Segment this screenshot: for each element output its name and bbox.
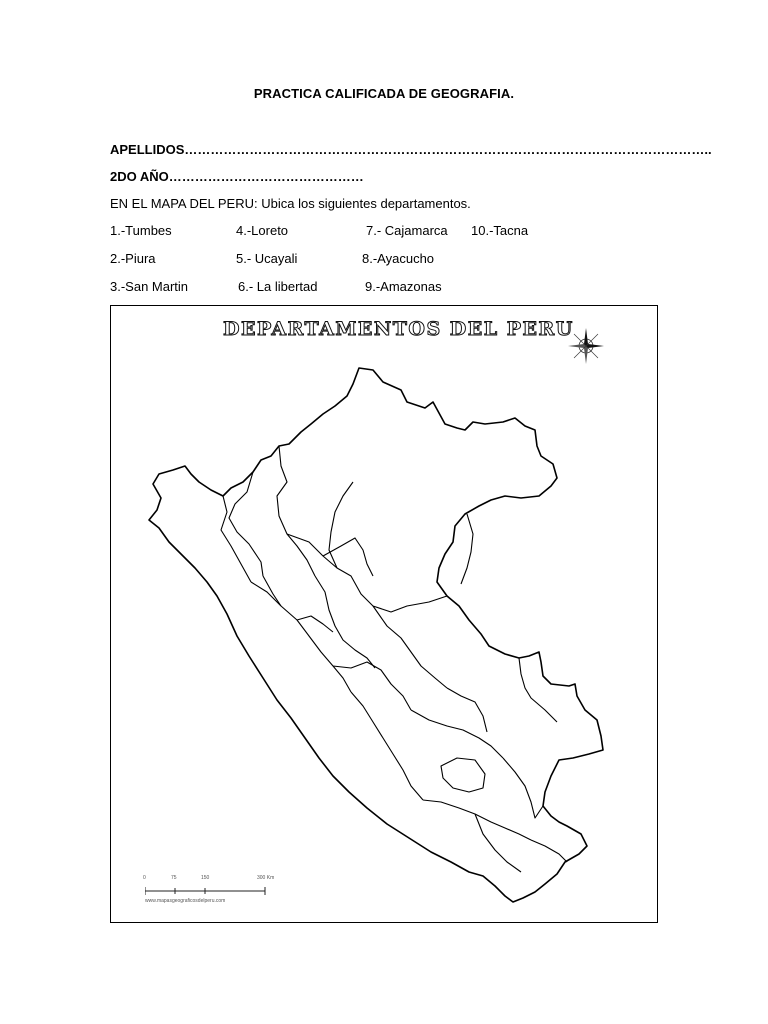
- department-item-la-libertad: 6.- La libertad: [238, 279, 318, 294]
- peru-map: [110, 305, 658, 923]
- surname-field[interactable]: APELLIDOS…………………………………………………………………………………………………………..: [110, 142, 712, 157]
- department-item-tumbes: 1.-Tumbes: [110, 223, 172, 238]
- department-item-ucayali: 5.- Ucayali: [236, 251, 298, 266]
- peru-outline-map: [111, 306, 659, 924]
- scale-label-75: 75: [171, 875, 177, 881]
- department-item-piura: 2.-Piura: [110, 251, 156, 266]
- instruction-text: EN EL MAPA DEL PERU: Ubica los siguientes departamentos.: [110, 196, 471, 211]
- department-item-san-martin: 3.-San Martin: [110, 279, 189, 294]
- map-source-text: www.mapasgeograficosdelperu.com: [145, 898, 226, 904]
- scale-label-0: 0: [143, 875, 146, 881]
- year-field[interactable]: 2DO AÑO………………………………………: [110, 169, 364, 184]
- scale-label-150: 150: [201, 875, 210, 881]
- peru-country-outline: [149, 368, 603, 902]
- department-item-amazonas: 9.-Amazonas: [365, 279, 442, 294]
- scale-label-300: 300 Km: [257, 875, 275, 881]
- page-title: PRACTICA CALIFICADA DE GEOGRAFIA.: [253, 86, 515, 101]
- department-item-ayacucho: 8.-Ayacucho: [362, 251, 435, 266]
- department-item-loreto: 4.-Loreto: [236, 223, 289, 238]
- department-item-cajamarca: 7.- Cajamarca: [366, 223, 448, 238]
- map-title: DEPARTAMENTOS DEL PERU: [223, 318, 574, 340]
- compass-rose-icon: [566, 326, 606, 366]
- department-item-tacna: 10.-Tacna: [471, 223, 529, 238]
